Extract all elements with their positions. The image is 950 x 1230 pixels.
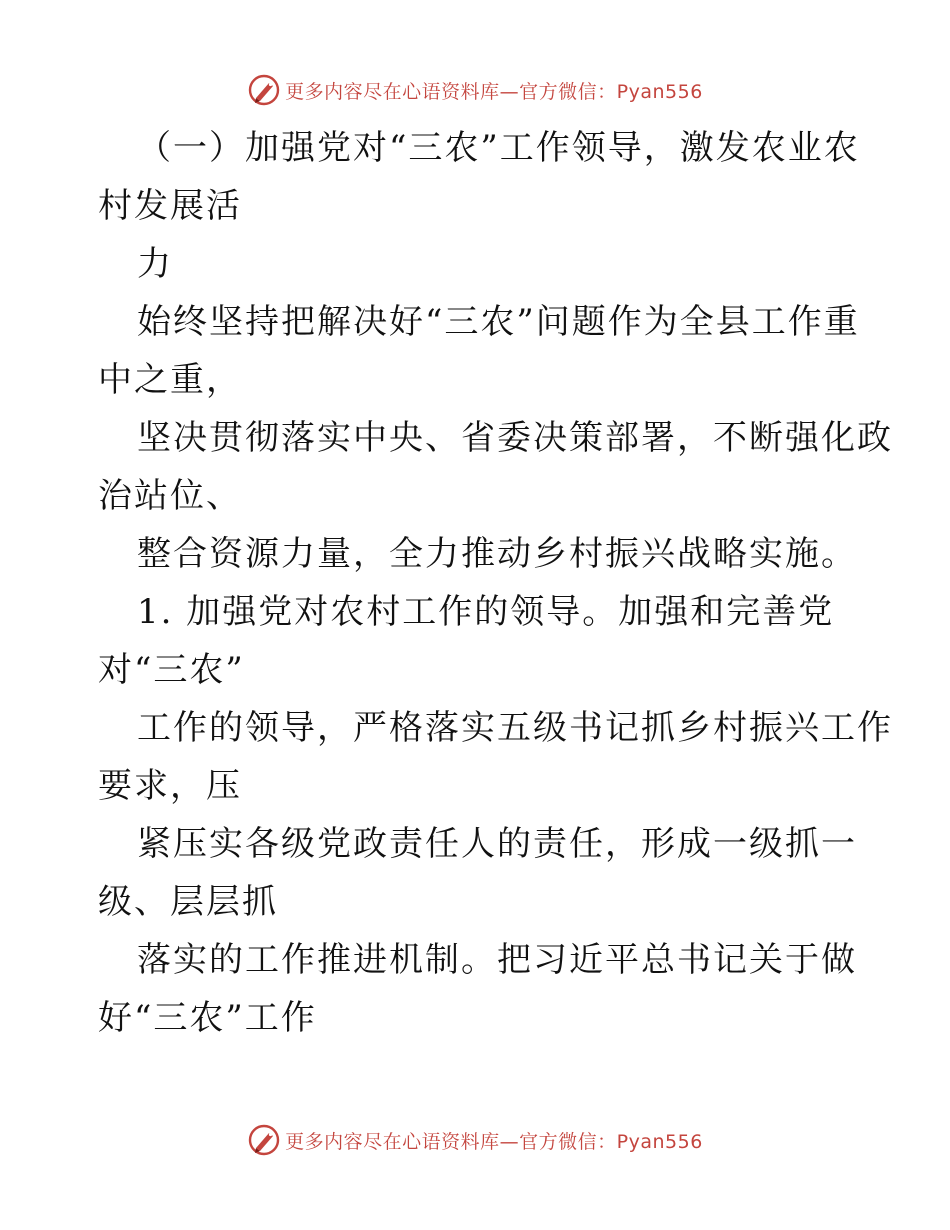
body-line: 1. 加强党对农村工作的领导。加强和完善党 bbox=[137, 592, 835, 632]
body-line: 整合资源力量，全力推动乡村振兴战略实施。 bbox=[137, 534, 857, 574]
body-line: 治站位、 bbox=[98, 476, 242, 516]
footer-watermark-text: 更多内容尽在心语资料库—官方微信：Pyan556 bbox=[285, 1130, 703, 1153]
body-line: 对“三农” bbox=[98, 650, 245, 690]
body-line: 落实的工作推进机制。把习近平总书记关于做 bbox=[137, 940, 857, 980]
pen-logo-icon bbox=[247, 1123, 281, 1157]
body-line: 好“三农”工作 bbox=[98, 998, 317, 1038]
body-line: 坚决贯彻落实中央、省委决策部署，不断强化政 bbox=[137, 418, 893, 458]
body-line: 中之重， bbox=[98, 360, 242, 400]
footer-watermark-banner bbox=[0, 1120, 950, 1160]
header-watermark-banner bbox=[0, 70, 950, 110]
body-line: 要求，压 bbox=[98, 766, 242, 806]
body-line: 力 bbox=[137, 244, 173, 284]
body-line: 村发展活 bbox=[98, 186, 242, 226]
header-watermark-text: 更多内容尽在心语资料库—官方微信：Pyan556 bbox=[285, 80, 703, 103]
body-line: （一）加强党对“三农”工作领导，激发农业农 bbox=[137, 128, 860, 168]
pen-logo-icon bbox=[247, 73, 281, 107]
body-line: 工作的领导，严格落实五级书记抓乡村振兴工作 bbox=[137, 708, 893, 748]
body-line: 级、层层抓 bbox=[98, 882, 278, 922]
body-line: 紧压实各级党政责任人的责任，形成一级抓一 bbox=[137, 824, 857, 864]
body-line: 始终坚持把解决好“三农”问题作为全县工作重 bbox=[137, 302, 860, 342]
